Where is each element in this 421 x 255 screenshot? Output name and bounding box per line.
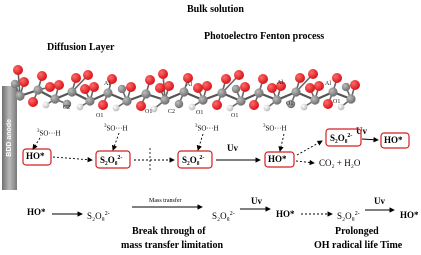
- breakthrough-note-line2: mass transfer limitation: [121, 240, 224, 251]
- uv-label-bottom-1: Uv: [251, 196, 262, 206]
- atom-label: C2: [168, 109, 176, 115]
- s2o8-top-b: S₂O₈$^{2-}$: [182, 155, 205, 165]
- s2o8-bottom-a: S₂O₈$^{2-}$: [87, 211, 110, 221]
- prolonged-note-line2: OH radical life Time: [314, 240, 403, 251]
- atom-label: O1: [286, 101, 294, 107]
- ho-radical-bottom-start: HO*: [27, 207, 46, 217]
- ho-radical-start: HO*: [26, 151, 45, 161]
- uv-label-bottom-2: Uv: [374, 196, 385, 206]
- arrow-ho-to-s2o8-c: [297, 141, 322, 155]
- surface-oh-1: $^3$SO···H: [37, 129, 61, 138]
- atom-label: O1: [96, 113, 104, 119]
- atom-label: O1: [196, 110, 204, 116]
- ho-start-box: [23, 149, 51, 165]
- connector-3: [198, 134, 203, 150]
- atom-label: Al: [325, 81, 331, 87]
- uv-label-top-1: Uv: [227, 143, 238, 153]
- process-label: Photoelectro Fenton process: [204, 31, 325, 42]
- mass-transfer-label: Mass transfer: [149, 198, 182, 204]
- breakthrough-note-line1: Break through of: [132, 226, 206, 237]
- ho-radical-bottom-end: HO*: [400, 210, 419, 220]
- ho-radical-bottom-mid: HO*: [276, 209, 295, 219]
- atom-label: O1: [231, 113, 239, 119]
- s2o8-b-box: [178, 151, 212, 168]
- bulk-solution-title: Bulk solution: [187, 4, 244, 15]
- connector-4: [280, 134, 284, 151]
- surface-oh-2: $^3$SO···H: [104, 124, 128, 133]
- products-label: CO₂ + H₂O: [319, 158, 361, 168]
- s2o8-bottom-b: S₂O₈$^{2-}$: [212, 211, 235, 221]
- s2o8-top-c: S₂O₈$^{2-}$: [330, 133, 353, 143]
- s2o8-top-a: S₂O₈$^{2-}$: [100, 155, 123, 165]
- prolonged-note-line1: Prolonged: [335, 226, 379, 237]
- ho-end-box: [381, 133, 409, 148]
- ho-radical-top-mid: HO*: [268, 154, 287, 164]
- connector-2: [113, 133, 119, 150]
- atom-label: O1: [333, 99, 341, 105]
- uv-label-top-2: Uv: [356, 126, 367, 136]
- ho-mid-box: [265, 152, 294, 167]
- bdd-anode-label: BDD anode: [6, 119, 13, 157]
- atom-label: Al: [104, 81, 110, 87]
- connector-1: [33, 138, 40, 149]
- atom-label: Al: [277, 80, 283, 86]
- s2o8-c-box: [326, 129, 361, 146]
- arrow-ho-to-s2o8: [53, 157, 92, 160]
- arrow-to-products: [296, 161, 314, 163]
- ho-radical-top-end: HO*: [384, 135, 403, 145]
- s2o8-bottom-c: S₂O₈$^{2-}$: [337, 211, 360, 221]
- atom-label: C2: [63, 105, 71, 111]
- arrow-uv-top-2: [362, 139, 378, 140]
- diffusion-layer-label: Diffusion Layer: [47, 42, 115, 53]
- surface-oh-3: $^3$SO···H: [195, 124, 219, 133]
- atom-label: Al: [186, 82, 192, 88]
- atom-label: O1: [145, 109, 153, 115]
- surface-oh-4: $^3$SO···H: [263, 124, 287, 133]
- s2o8-a-box: [96, 151, 130, 168]
